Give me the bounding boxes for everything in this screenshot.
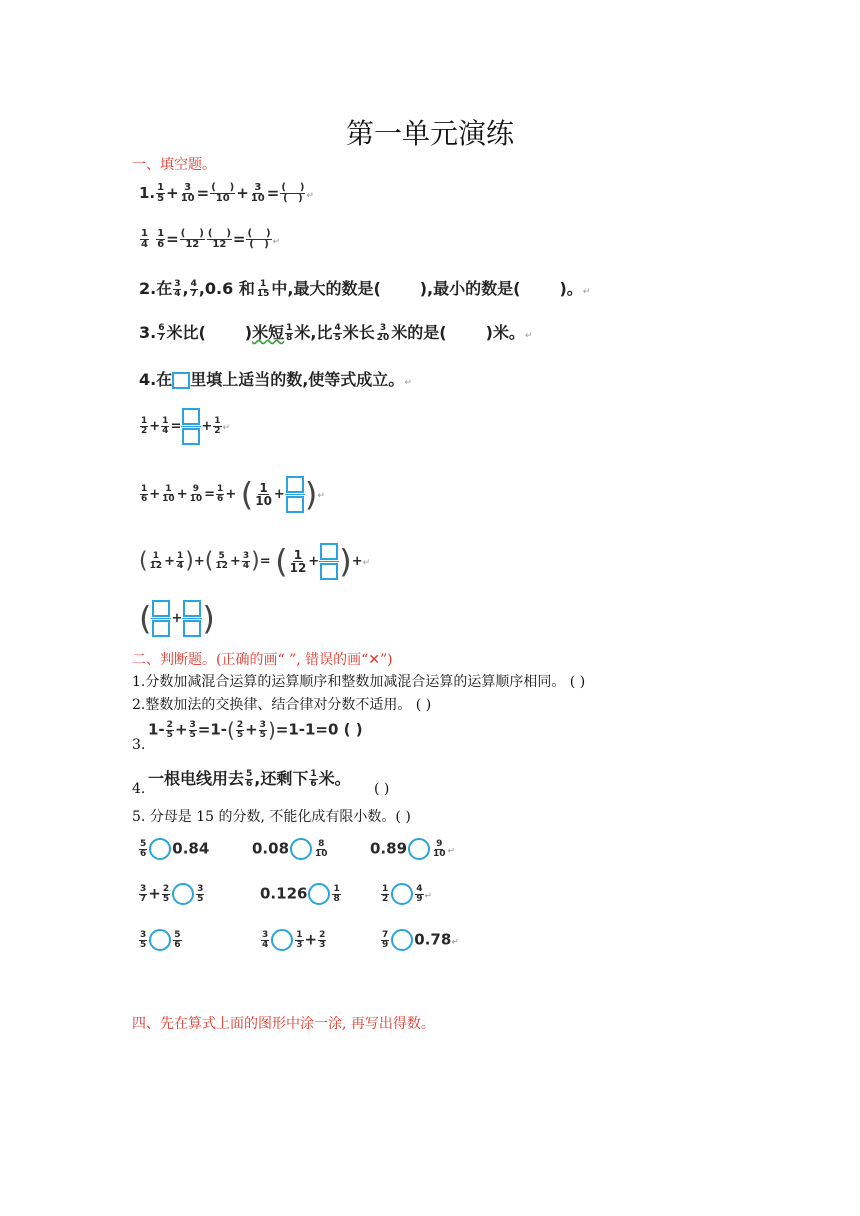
compare-circle-icon[interactable] [408,838,430,860]
tf-item-5: 5. 分母是 15 的分数, 不能化成有限小数。( ) [132,809,411,825]
blank-box-icon [183,600,201,617]
blank-box-icon [182,428,200,445]
blank-box-icon [183,620,201,637]
compare-9: $\frac{7}{9}$ 0.78↵ [382,929,459,950]
tf-item-1: 1.分数加减混合运算的运算顺序和整数加减混合运算的运算顺序相同。 ( ) [132,674,586,690]
tf-item-4-text: 一根电线用去 $\frac{5}{6}$ ,还剩下 $\frac{1}{6}$ 米。 [148,769,351,789]
q4-equation-3-cont: ( + ) [139,599,215,638]
q1-line1: 1. $\frac{1}{5}$ + $\frac{3}{10}$ = $\frac{( )}{10}$ + $\frac{3}{10}$ = $\frac{( )}{( )}$ ↵ [139,182,314,204]
compare-circle-icon[interactable] [149,929,171,951]
q3-length: 3. $\frac{6}{7}$ 米比( )米短 $\frac{1}{8}$ 米,比 $\frac{4}{5}$ 米长 $\frac{3}{20}$ 米的是( )米。↵ [139,323,533,343]
tf-item-3-label: 3. [132,737,146,753]
compare-1: $\frac{5}{6}$ 0.84 [140,838,210,859]
compare-circle-icon[interactable] [172,883,194,905]
q4-equation-1: $\frac{1}{2}$ + $\frac{1}{4}$ = + $\frac{1}{2}$ ↵ [139,408,230,445]
blank-box-icon [172,372,190,389]
section-heading-fill-blank: 一、填空题。 [132,157,216,173]
section-heading-true-false: 二、判断题。(正确的画“ ”, 错误的画“✕”) [132,652,393,668]
tf-item-2: 2.整数加法的交换律、结合律对分数不适用。 ( ) [132,697,432,713]
compare-6: $\frac{1}{2}$ $\frac{4}{9}$ ↵ [382,883,433,904]
blank-box-icon [152,620,170,637]
page-title: 第一单元演练 [345,117,514,150]
compare-7: $\frac{3}{5}$ $\frac{5}{6}$ [140,929,181,950]
compare-circle-icon[interactable] [308,883,330,905]
blank-box-icon [182,408,200,425]
blank-box-icon [152,600,170,617]
blank-box-icon [320,543,338,560]
q4-equation-2: $\frac{1}{6}$ + $\frac{1}{10}$ + $\frac{9}{10}$ = $\frac{1}{6}$ + ( $\frac{1}{10}$ + )↵ [141,475,325,514]
compare-8: $\frac{3}{4}$ $\frac{1}{3}$ + $\frac{2}{3}$ [262,929,326,950]
q4-instruction: 4.在 里填上适当的数,使等式成立。↵ [139,370,412,389]
tf-item-4-label: 4. [132,781,146,797]
compare-circle-icon[interactable] [271,929,293,951]
compare-2: 0.08 $\frac{8}{10}$ [252,838,328,859]
tf-item-3-expression: 1- $\frac{2}{5}$ + $\frac{3}{5}$ =1-( $\frac{2}{5}$ + $\frac{3}{5}$ )=1-1=0 ( ) [148,718,363,742]
q2-largest-smallest: 2.在 $\frac{3}{4}$ , $\frac{4}{7}$ ,0.6 和 $\frac{1}{15}$ 中,最大的数是( ),最小的数是( )。↵ [139,279,591,299]
compare-4: $\frac{3}{7}$ + $\frac{2}{5}$ $\frac{3}{5}$ [140,883,204,904]
section-heading-shade: 四、先在算式上面的图形中涂一涂, 再写出得数。 [132,1016,435,1032]
q4-equation-3: ( $\frac{1}{12}$ + $\frac{1}{4}$ )+( $\frac{5}{12}$ + $\frac{3}{4}$ )= ( $\frac{1}{12}$ + )+↵ [139,542,371,581]
compare-3: 0.89 $\frac{9}{10}$ ↵ [370,838,456,859]
blank-box-icon [286,496,304,513]
blank-box-icon [320,563,338,580]
compare-circle-icon[interactable] [149,838,171,860]
compare-5: 0.126 $\frac{1}{8}$ [260,883,340,904]
tf-item-4-paren: ( ) [374,781,390,797]
compare-circle-icon[interactable] [290,838,312,860]
q1-line2: $\frac{1}{4}$ $\frac{1}{6}$ = $\frac{( )}{12}$ $\frac{( )}{12}$ = $\frac{( )}{( )}$ ↵ [141,228,281,250]
compare-circle-icon[interactable] [391,929,413,951]
return-mark-icon: ↵ [306,191,314,201]
compare-circle-icon[interactable] [391,883,413,905]
blank-box-icon [286,476,304,493]
